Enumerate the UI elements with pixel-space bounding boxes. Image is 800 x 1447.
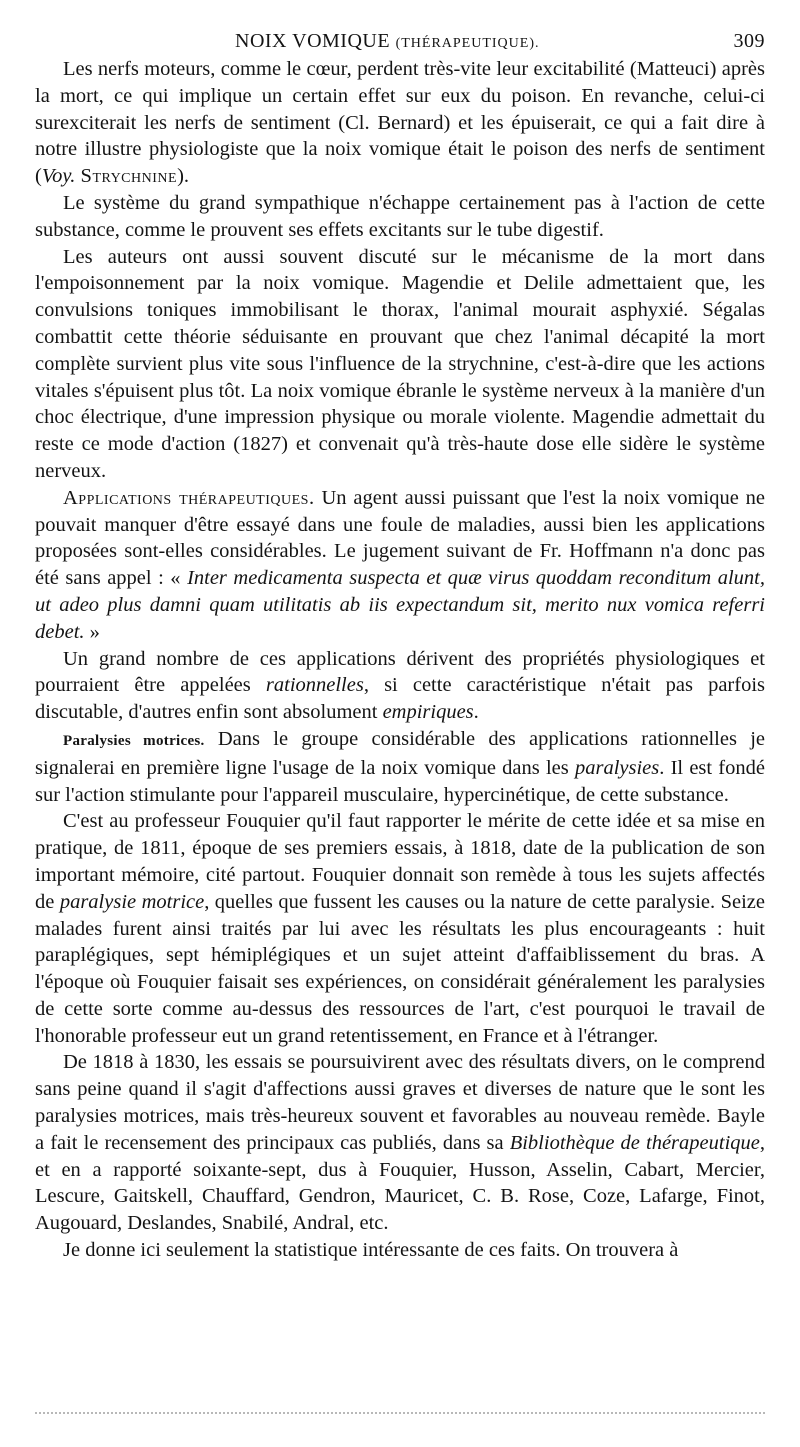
paragraph-sympathique: Le système du grand sympathique n'échappe certainement pas à l'action de cette substance, comme le prouvent ses effets excitants sur le tube digestif. [35, 191, 765, 241]
paragraph-fouquier [35, 808, 765, 1049]
p4-text-b: » [84, 620, 100, 643]
header-title: NOIX VOMIQUE [235, 30, 391, 52]
paragraph-nerfs-moteurs [35, 56, 765, 190]
p1-text-a: Les nerfs moteurs, comme le cœur, perdent très-vite leur excitabilité (Matteuci) après la mort, ce qui implique un certain effet sur eux du poison. En revanche, celui-ci surexciterait les nerfs de sentiment (Cl. Bernard) et les épuiserait, ce qui a fait dire à notre illustre physiologiste que la noix vomique était le poison des nerfs de sentiment ( [35, 58, 765, 188]
p7-text-a: C'est au professeur Fouquier qu'il faut rapporter le mérite de cette idée et sa mise en pratique, de 1811, époque de ses premiers essais, à 1818, date de la publication de son important mémoire, cité partout. Fouquier donnait son remède à tous les sujets affectés de [35, 810, 765, 913]
page [35, 22, 765, 1264]
paragraph-proprietes [35, 646, 765, 726]
p1-strychnine-ref: Strychnine [80, 165, 178, 188]
p6-text-a: Dans le groupe considérable des applications rationnelles je signalerai en première ligne l'usage de la noix vomique dans les [35, 727, 765, 779]
section-heading-applications: Applications thérapeutiques. [63, 486, 315, 509]
section-heading-paralysies: Paralysies motrices. [63, 732, 205, 749]
p6-text-b: . Il est fondé sur l'action stimulante pour l'appareil musculaire, hypercinétique, de cette substance. [35, 756, 765, 806]
p5-text-c: . [473, 701, 479, 724]
paragraph-essais-1818-1830 [35, 1049, 765, 1237]
p5-text-a: Un grand nombre de ces applications dérivent des propriétés physiologiques et pourraient être appelées [35, 647, 765, 697]
paragraph-paralysies-motrices [35, 726, 765, 808]
p8-text-a: De 1818 à 1830, les essais se poursuivirent avec des résultats divers, on le comprend sans peine quand il s'agit d'affections aussi graves et diverses de nature que le sont les paralysies motrices, mais très-heureux souvent et favorables au nouveau remède. Bayle a fait le recensement des principaux cas publiés, dans sa [35, 1051, 765, 1154]
p5-text-b: , si cette caractéristique n'était pas parfois discutable, d'autres enfin sont absolument [35, 674, 765, 724]
term-rationnelles: rationnelles [265, 674, 364, 697]
bottom-dotted-rule [35, 1412, 765, 1414]
paragraph-applications [35, 485, 765, 646]
term-empiriques: empiriques [382, 701, 474, 724]
p8-text-b: , et en a rapporté soixante-sept, dus à Fouquier, Husson, Asselin, Cabart, Mercier, Lescure, Gaitskell, Chauffard, Gendron, Mauricet, C. B. Rose, Coze, Lafarge, Finot, Augouard, Deslandes, Snabilé, Andral, etc. [35, 1131, 765, 1235]
paragraph-mecanisme-mort: Les auteurs ont aussi souvent discuté sur le mécanisme de la mort dans l'empoisonnement par la noix vomique. Magendie et Delile admettaient que, les convulsions toniques immobilisant le thorax, l'animal mourait asphyxié. Ségalas combattit cette théorie séduisante en prouvant que chez l'animal décapité la mort complète survient plus vite sous l'influence de la strychnine, c'est-à-dire que les actions vitales s'épuisent plus tôt. La noix vomique ébranle le système nerveux à la manière d'un choc électrique, d'une impression physique ou morale violente. Magendie admettait du reste ce mode d'action (1827) et convenait qu'à très-haute dose elle sidère le système nerveux. [35, 245, 765, 482]
term-paralysies: paralysies [574, 756, 660, 779]
header-title-group [235, 30, 539, 53]
running-header [35, 22, 765, 56]
page-number: 309 [733, 30, 765, 52]
term-paralysie-motrice: paralysie motrice [59, 890, 205, 913]
p1-text-b: ). [177, 165, 190, 188]
header-subtitle: (THÉRAPEUTIQUE). [395, 36, 540, 51]
book-title-bibliotheque: Bibliothèque de thérapeutique [509, 1131, 760, 1154]
p7-text-b: , quelles que fussent les causes ou la nature de cette paralysie. Seize malades furent ainsi traités par lui avec les résultats les plus encourageants : huit paraplégiques, sept hémiplégiques et un sujet atteint d'affaiblissement du bras. A l'époque où Fouquier faisait ses expériences, on considérait généralement les paralysies de cette sorte comme au-dessus des ressources de l'art, c'est pourquoi le travail de l'honorable professeur eut un grand retentissement, en France et à l'étranger. [35, 890, 766, 1047]
p4-text-a: Un agent aussi puissant que l'est la noix vomique ne pouvait manquer d'être essayé dans une foule de maladies, aussi bien les applications proposées sont-elles considérables. Le jugement suivant de Fr. Hoffmann n'a donc pas été sans appel : « [35, 486, 766, 590]
p1-voy: Voy. [41, 165, 76, 188]
latin-quote: Inter medicamenta suspecta et quæ virus quoddam reconditum alunt, ut adeo plus damni quam utilitatis ab iis expectandum sit, merito nux vomica referri debet. [35, 567, 765, 643]
paragraph-statistique: Je donne ici seulement la statistique intéressante de ces faits. On trouvera à [63, 1239, 679, 1262]
